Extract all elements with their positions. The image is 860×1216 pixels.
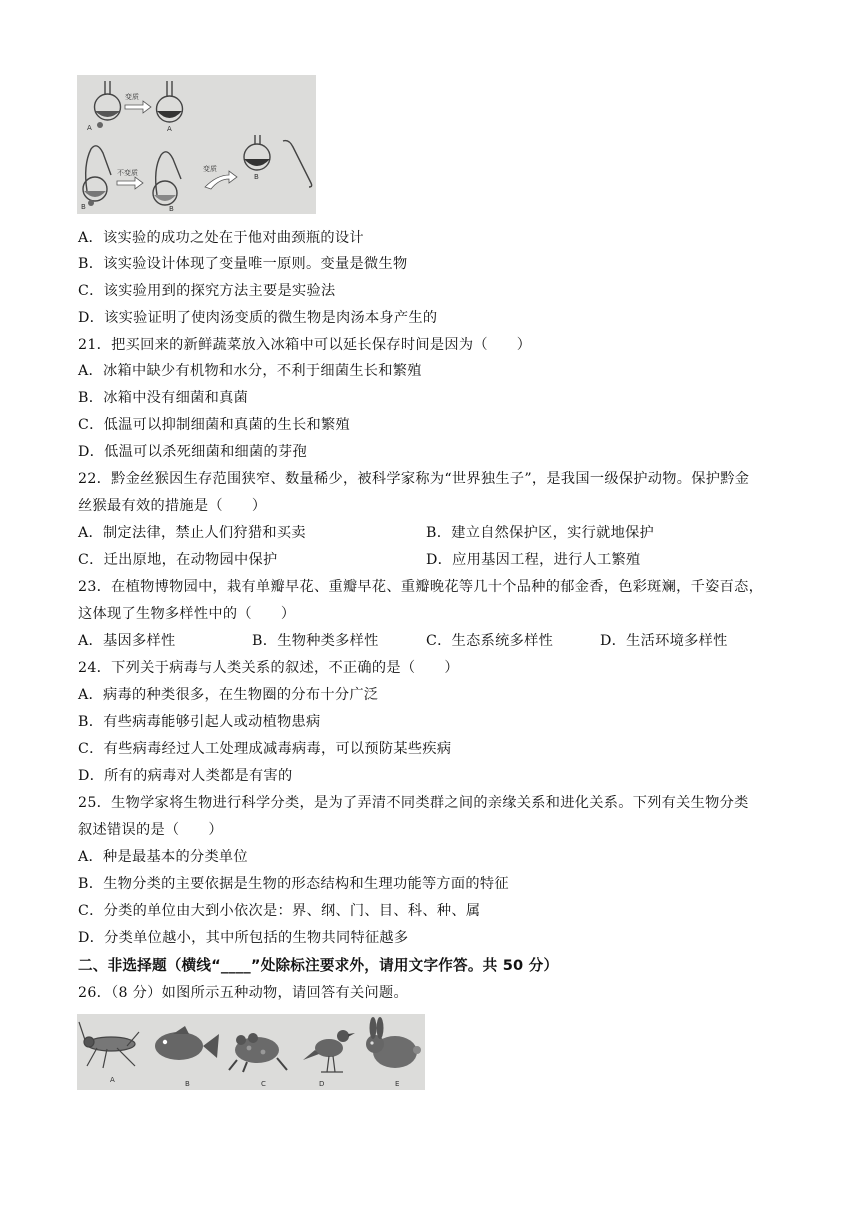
q26-stem: 26．（8 分）如图所示五种动物，请回答有关问题。 xyxy=(78,985,408,1001)
q23-option-c: C．生态系统多样性 xyxy=(426,633,554,649)
flask-label-b-2: B xyxy=(169,205,174,213)
q23-option-b: B．生物种类多样性 xyxy=(252,633,379,649)
q23-option-a: A．基因多样性 xyxy=(78,633,176,649)
flask-label-a-2: A xyxy=(167,125,172,133)
q22-option-c: C．迁出原地，在动物园中保护 xyxy=(78,552,278,568)
q21-stem: 21．把买回来的新鲜蔬菜放入冰箱中可以延长保存时间是因为（ ） xyxy=(78,337,532,353)
q24-option-b: B．有些病毒能够引起人或动植物患病 xyxy=(78,714,321,730)
q21-option-c: C．低温可以抑制细菌和真菌的生长和繁殖 xyxy=(78,417,350,433)
q22-option-a: A．制定法律，禁止人们狩猎和买卖 xyxy=(78,525,306,541)
q22-stem-line1: 22．黔金丝猴因生存范围狭窄、数量稀少，被科学家称为“世界独生子”，是我国一级保护动物。保护黔金 xyxy=(78,471,750,487)
q25-option-a: A．种是最基本的分类单位 xyxy=(78,849,248,865)
arrow-label-no-spoil: 不变质 xyxy=(117,169,138,177)
q23-option-d: D．生活环境多样性 xyxy=(600,633,728,649)
q20-option-a: A．该实验的成功之处在于他对曲颈瓶的设计 xyxy=(78,230,364,246)
animal-label-b: B xyxy=(185,1080,190,1088)
frog-icon xyxy=(229,1033,287,1072)
q25-option-b: B．生物分类的主要依据是生物的形态结构和生理功能等方面的特征 xyxy=(78,876,509,892)
q25-option-d: D．分类单位越小，其中所包括的生物共同特征越多 xyxy=(78,930,409,946)
q22-option-b: B．建立自然保护区，实行就地保护 xyxy=(426,525,655,541)
five-animals-figure xyxy=(77,1014,425,1090)
flask-label-b-1: B xyxy=(81,203,86,211)
q20-option-c: C．该实验用到的探究方法主要是实验法 xyxy=(78,283,336,299)
animal-label-a: A xyxy=(110,1076,115,1084)
bird-icon xyxy=(303,1030,355,1072)
q25-option-c: C．分类的单位由大到小依次是：界、纲、门、目、科、种、属 xyxy=(78,903,481,919)
q25-stem-line1: 25．生物学家将生物进行科学分类，是为了弄清不同类群之间的亲缘关系和进化关系。下列有关生物分类 xyxy=(78,795,749,811)
grasshopper-icon xyxy=(79,1022,139,1068)
flask-label-b-3: B xyxy=(254,173,259,181)
q21-option-a: A．冰箱中缺少有机物和水分，不利于细菌生长和繁殖 xyxy=(78,363,422,379)
q20-option-b: B．该实验设计体现了变量唯一原则。变量是微生物 xyxy=(78,256,408,272)
animal-label-c: C xyxy=(261,1080,266,1088)
q24-option-a: A．病毒的种类很多，在生物圈的分布十分广泛 xyxy=(78,687,379,703)
q23-stem-line1: 23．在植物博物园中，栽有单瓣早花、重瓣早花、重瓣晚花等几十个品种的郁金香，色彩斑斓，千姿百态， xyxy=(78,579,764,595)
animal-label-e: E xyxy=(395,1080,400,1088)
q23-stem-line2: 这体现了生物多样性中的（ ） xyxy=(78,606,296,622)
q22-option-d: D．应用基因工程，进行人工繁殖 xyxy=(426,552,641,568)
section-2-heading: 二、非选择题（横线“____”处除标注要求外，请用文字作答。共 50 分） xyxy=(78,957,559,974)
q20-option-d: D．该实验证明了使肉汤变质的微生物是肉汤本身产生的 xyxy=(78,310,438,326)
fish-icon xyxy=(155,1026,219,1060)
arrow-label-spoil-1: 变质 xyxy=(125,93,139,101)
q21-option-d: D．低温可以杀死细菌和细菌的芽孢 xyxy=(78,444,307,460)
q24-option-d: D．所有的病毒对人类都是有害的 xyxy=(78,768,293,784)
q24-option-c: C．有些病毒经过人工处理成减毒病毒，可以预防某些疾病 xyxy=(78,741,452,757)
q22-stem-line2: 丝猴最有效的措施是（ ） xyxy=(78,498,267,514)
q24-stem: 24．下列关于病毒与人类关系的叙述，不正确的是（ ） xyxy=(78,660,459,676)
animal-label-d: D xyxy=(319,1080,325,1088)
q25-stem-line2: 叙述错误的是（ ） xyxy=(78,822,223,838)
rabbit-icon xyxy=(366,1017,421,1068)
swan-neck-flask-figure xyxy=(77,75,316,214)
arrow-label-spoil-2: 变质 xyxy=(203,165,217,173)
flask-label-a-1: A xyxy=(87,124,92,132)
q21-option-b: B．冰箱中没有细菌和真菌 xyxy=(78,390,249,406)
